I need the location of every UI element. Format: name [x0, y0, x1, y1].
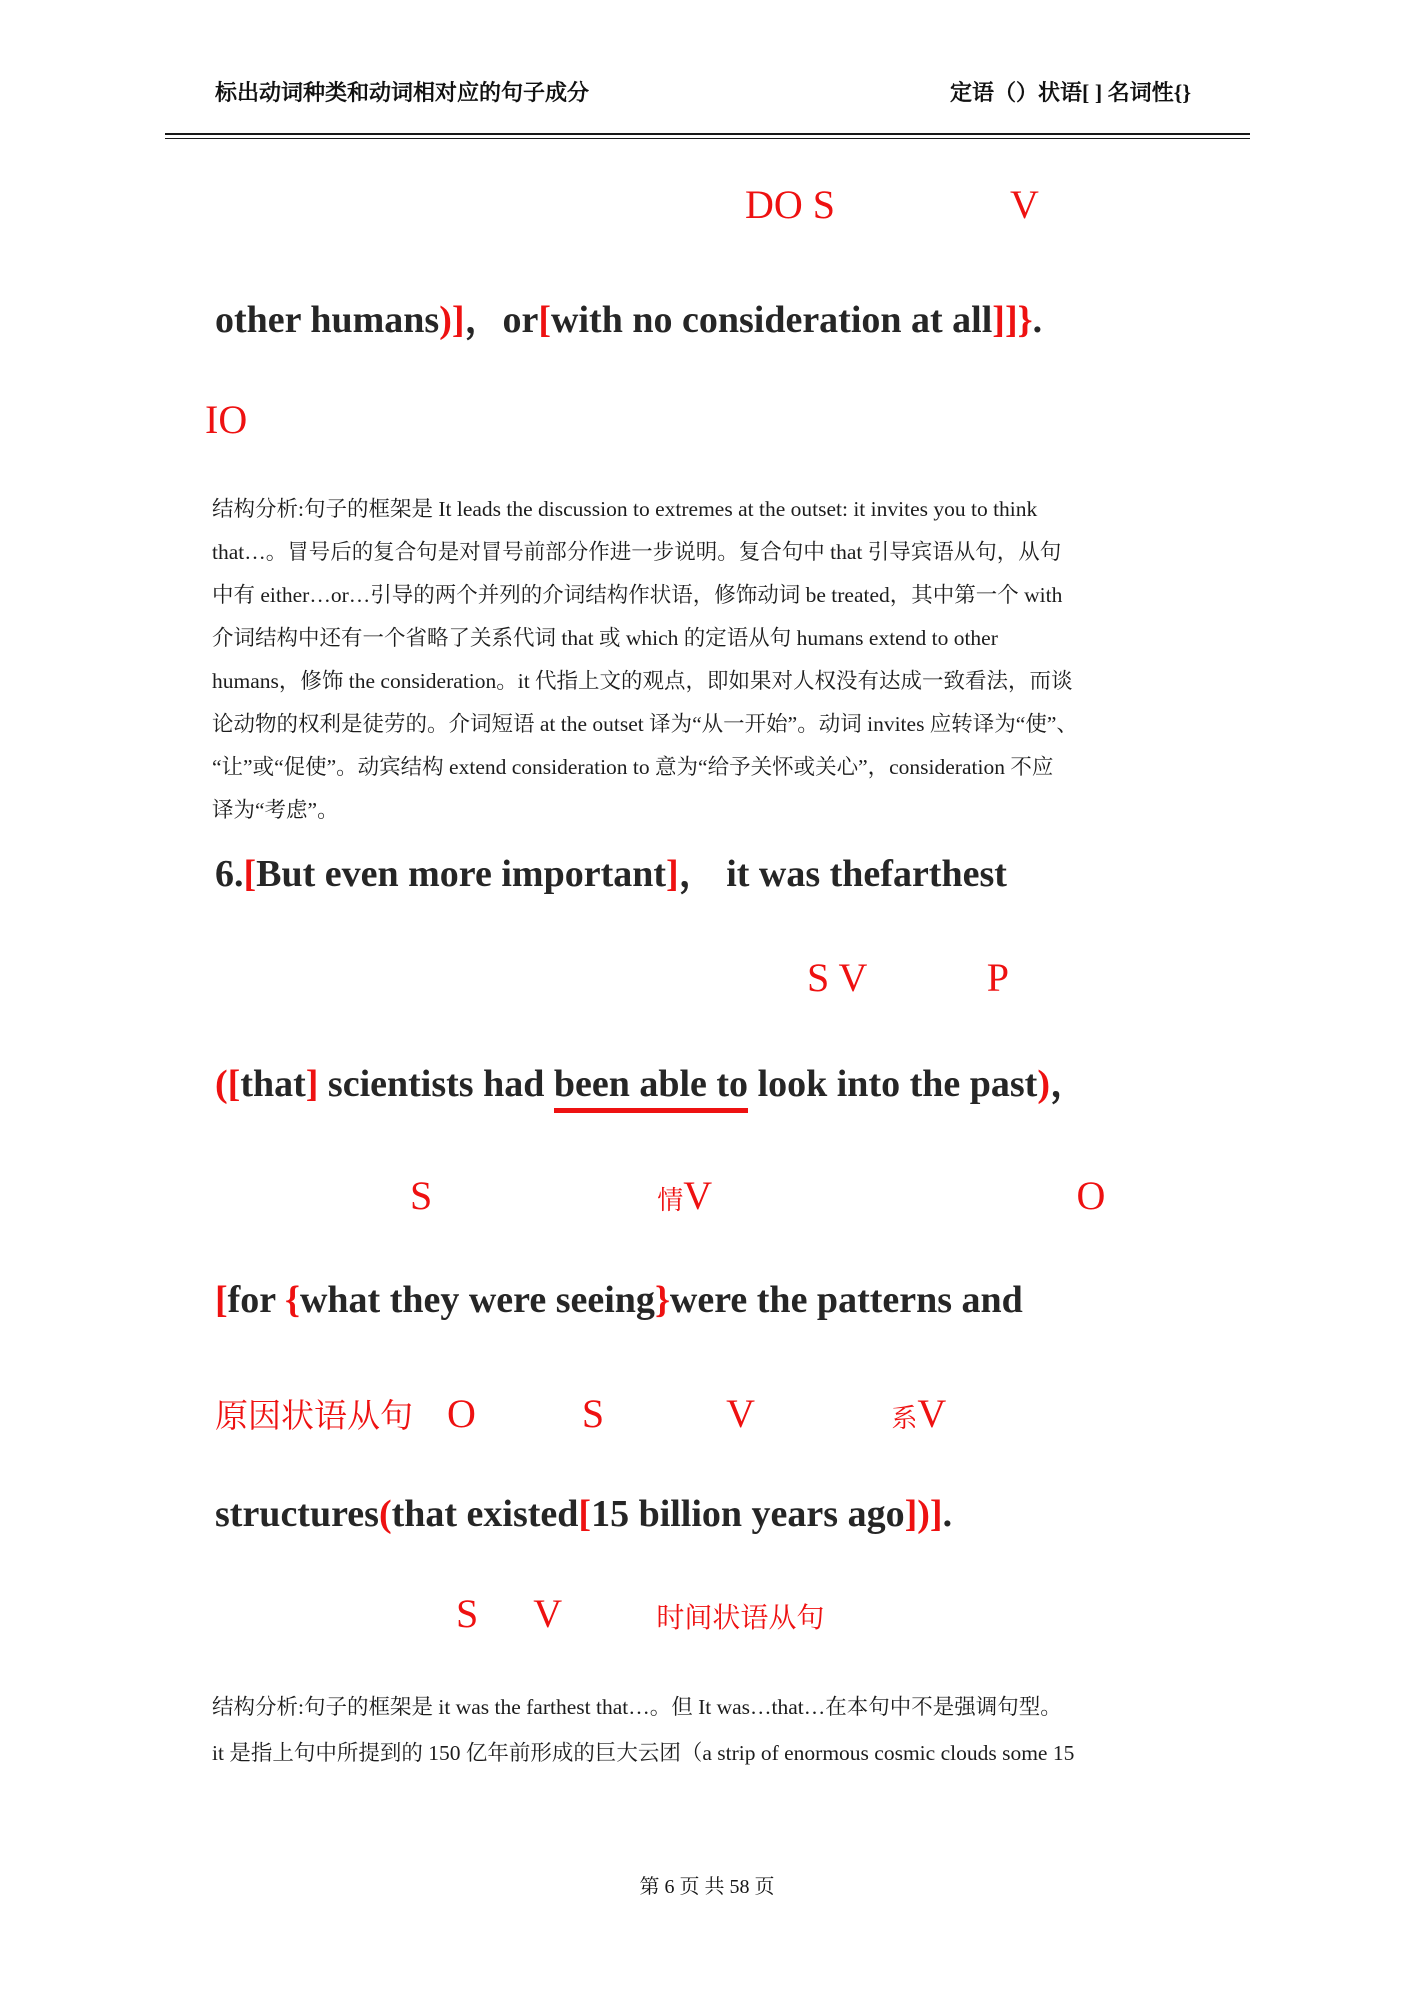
annotation-o: O	[447, 1391, 476, 1436]
analysis-paragraph-1: 结构分析:句子的框架是 It leads the discussion to extremes at the outset: it invites you to think that…。冒号后的复合句是对冒号前部分作进一步说明。复合句中 that 引导宾语从句，从句 中有 either…or…引导的两个并列的介词结构作状语，修饰动词 be treated，其中第一个 with 介词结构中还有一个省略了关系代词 that 或 which 的定语从句 humans extend to other humans，修饰 the consideration。it 代指上文的观点，即如果对人权没有达成一致看法，而谈 论动物的权利是徒劳的。介词短语 at the outset 译为“从一开始”。动词 invites 应转译为“使”、 “让”或“促使”。动宾结构 extend consideration to 意为“给予关怀或关心”，consideration 不应 译为“考虑”。	[212, 497, 1078, 822]
header-left-title: 标出动词种类和动词相对应的句子成分	[215, 80, 590, 105]
annotation-row-s-qingv-o	[410, 1174, 1105, 1218]
annotation-p: P	[986, 955, 1009, 1000]
annotation-s: S	[456, 1591, 479, 1636]
annotation-v: V	[917, 1391, 947, 1436]
header-right-legend: 定语（）状语[ ] 名词性{}	[950, 80, 1191, 105]
annotation-qing: 情	[657, 1186, 684, 1215]
annotation-v: V	[533, 1591, 562, 1636]
sentence-heading-6: 6.[But even more important]， it was thefarthest	[215, 853, 1007, 895]
annotation-do-s: DO S	[745, 182, 836, 227]
annotation-o: O	[1076, 1173, 1106, 1218]
annotation-v: V	[726, 1391, 755, 1436]
annotation-s: S	[581, 1391, 605, 1436]
annotation-v: V	[683, 1173, 712, 1218]
sentence-line-2: ([that] scientists had been able to look into the past)，	[215, 1058, 1088, 1110]
page-footer: 第 6 页 共 58 页	[639, 1876, 775, 1898]
annotation-row-sv-p	[807, 956, 1009, 1000]
page-header	[215, 76, 1191, 107]
annotation-xi: 系	[891, 1404, 918, 1433]
sentence-line-4: structures(that existed[15 billion years ago])].	[215, 1493, 953, 1535]
annotation-time-clause: 时间状语从句	[656, 1603, 825, 1634]
annotation-row-time-clause	[456, 1592, 824, 1636]
annotation-v: V	[1010, 182, 1039, 227]
sentence-line-1: other humans)]，or[with no consideration at all]]}.	[215, 299, 1043, 341]
sentence-line-3: [for {what they were seeing}were the patterns and	[215, 1279, 1023, 1321]
annotation-row-reason-clause	[215, 1392, 946, 1436]
annotation-s: S	[410, 1173, 433, 1218]
annotation-reason-clause: 原因状语从句	[215, 1399, 413, 1435]
annotation-s-v: S V	[807, 955, 867, 1000]
analysis-paragraph-2: 结构分析:句子的框架是 it was the farthest that…。但 It was…that…在本句中不是强调句型。 it 是指上句中所提到的 150 亿年前形成的巨大云团（a strip of enormous cosmic clouds some 15	[212, 1695, 1075, 1765]
annotation-io: IO	[205, 397, 248, 442]
annotation-row-do-s-v	[745, 183, 1039, 227]
header-rule	[165, 133, 1250, 139]
